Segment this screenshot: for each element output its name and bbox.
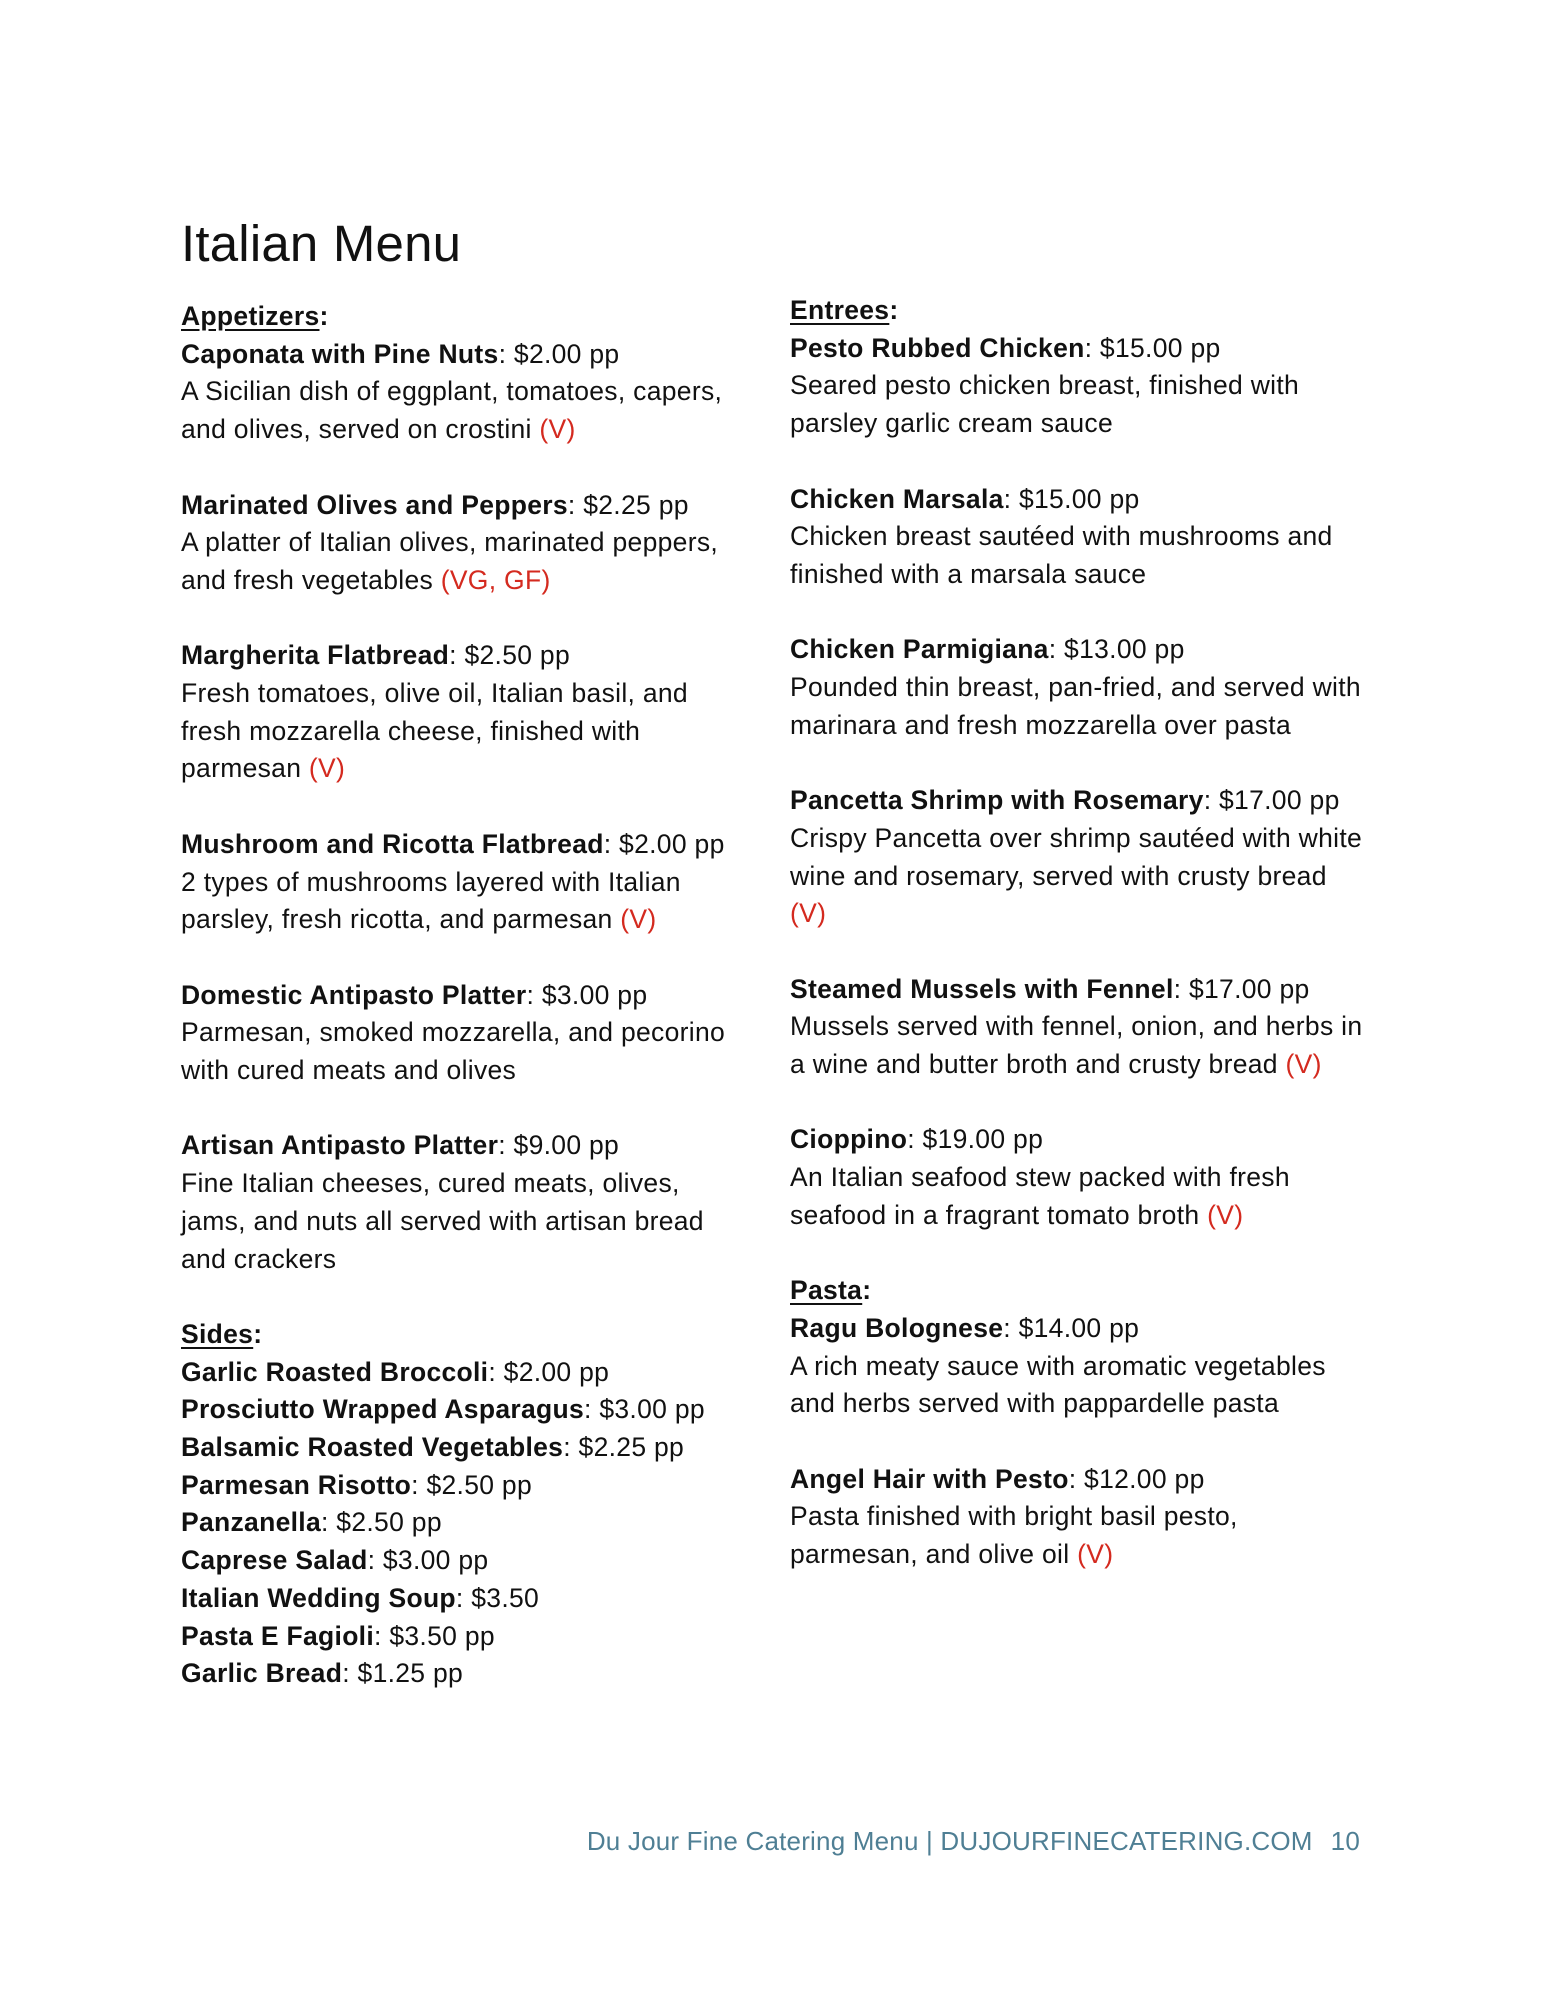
menu-item: Ragu Bolognese: $14.00 pp A rich meaty sauce with aromatic vegetables and herbs served with pappardelle pasta (790, 1312, 1326, 1419)
list-item: Pasta E Fagioli: $3.50 pp (181, 1620, 495, 1651)
menu-item: Margherita Flatbread: $2.50 pp Fresh tomatoes, olive oil, Italian basil, and fresh mozzarella cheese, finished with parmesan (V) (181, 640, 688, 784)
list-item: Balsamic Roasted Vegetables: $2.25 pp (181, 1432, 685, 1462)
page-footer (587, 1826, 1360, 1857)
diet-tag: (V) (1077, 1539, 1114, 1570)
appetizers-heading: Appetizers: (181, 301, 329, 331)
menu-item: Marinated Olives and Peppers: $2.25 pp A platter of Italian olives, marinated peppers, and fresh vegetables (VG, GF) (181, 489, 719, 595)
list-item: Panzanella: $2.50 pp (181, 1507, 442, 1538)
page-title: Italian Menu (181, 215, 462, 272)
diet-tag: (V) (790, 898, 827, 929)
diet-tag: (V) (620, 904, 657, 935)
diet-tag: (VG, GF) (440, 564, 551, 595)
entrees-list (790, 330, 1370, 1235)
list-item: Caprese Salad: $3.00 pp (181, 1545, 489, 1576)
footer-text: Du Jour Fine Catering Menu | DUJOURFINECATERING.COM (586, 1826, 1313, 1856)
list-item: Parmesan Risotto: $2.50 pp (181, 1469, 533, 1500)
page-number: 10 (1330, 1826, 1360, 1856)
menu-item: Steamed Mussels with Fennel: $17.00 pp Mussels served with fennel, onion, and herbs in a wine and butter broth and crusty bread (V) (790, 973, 1363, 1079)
menu-item: Artisan Antipasto Platter: $9.00 pp Fine Italian cheeses, cured meats, olives, jams, and nuts all served with artisan bread and crackers (181, 1130, 704, 1274)
list-item: Italian Wedding Soup: $3.50 (181, 1582, 540, 1613)
appetizers-list (181, 336, 741, 1279)
menu-item: Mushroom and Ricotta Flatbread: $2.00 pp 2 types of mushrooms layered with Italian parsley, fresh ricotta, and parmesan (V) (181, 828, 725, 935)
list-item: Prosciutto Wrapped Asparagus: $3.00 pp (181, 1394, 705, 1425)
diet-tag: (V) (1207, 1199, 1244, 1230)
menu-item: Domestic Antipasto Platter: $3.00 pp Parmesan, smoked mozzarella, and pecorino with cured meats and olives (181, 979, 726, 1085)
menu-item: Chicken Parmigiana: $13.00 pp Pounded thin breast, pan-fried, and served with marinara and fresh mozzarella over pasta (790, 634, 1361, 740)
pasta-list (790, 1310, 1370, 1574)
sides-heading: Sides: (181, 1318, 263, 1349)
pasta-heading: Pasta: (790, 1275, 872, 1306)
entrees-heading: Entrees: (790, 295, 899, 325)
diet-tag: (V) (539, 414, 576, 445)
menu-item: Angel Hair with Pesto: $12.00 pp Pasta finished with bright basil pesto, parmesan, and olive oil (V) (790, 1463, 1238, 1570)
diet-tag: (V) (308, 753, 346, 784)
menu-item: Pesto Rubbed Chicken: $15.00 pp Seared pesto chicken breast, finished with parsley garlic cream sauce (790, 332, 1300, 439)
left-column (181, 298, 741, 1693)
diet-tag: (V) (1285, 1049, 1322, 1079)
right-column (790, 292, 1370, 1574)
sides-list (181, 1354, 741, 1693)
menu-item: Caponata with Pine Nuts: $2.00 pp A Sicilian dish of eggplant, tomatoes, capers, and olives, served on crostini (V) (181, 338, 723, 445)
menu-item: Chicken Marsala: $15.00 pp Chicken breast sautéed with mushrooms and finished with a marsala sauce (790, 483, 1333, 589)
menu-item: Cioppino: $19.00 pp An Italian seafood stew packed with fresh seafood in a fragrant tomato broth (V) (790, 1124, 1290, 1230)
list-item: Garlic Roasted Broccoli: $2.00 pp (181, 1356, 610, 1387)
list-item: Garlic Bread: $1.25 pp (181, 1658, 464, 1689)
menu-item: Pancetta Shrimp with Rosemary: $17.00 pp Crispy Pancetta over shrimp sautéed with white wine and rosemary, served with crusty bread (V) (790, 785, 1363, 929)
